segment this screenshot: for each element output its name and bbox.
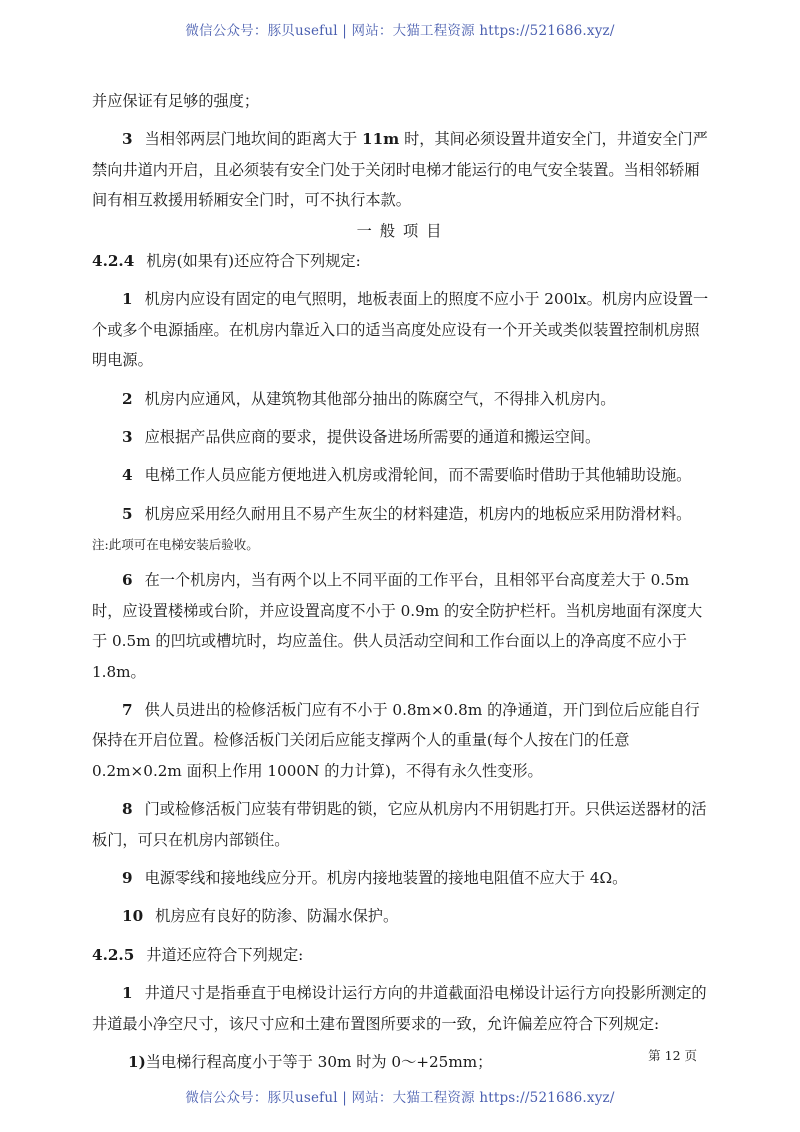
item-text: 供人员进出的检修活板门应有不小于 0.8m×0.8m 的净通道，开门到位后应能自行保持在开启位置。检修活板门关闭后应能支撑两个人的重量(每个人按在门的任意 0.2m×0.2m 面积上作用 1000N 的力计算)，不得有永久性变形。 bbox=[92, 700, 700, 780]
item-text: 应根据产品供应商的要求，提供设备进场所需要的通道和搬运空间。 bbox=[144, 428, 601, 447]
item-number: 6 bbox=[122, 571, 133, 590]
subitem-number: 1) bbox=[128, 1052, 146, 1071]
subitem-text: 当电梯行程高度小于等于 30m 时为 0～+25mm； bbox=[145, 1052, 493, 1071]
note-text: 注:此项可在电梯安装后验收。 bbox=[92, 537, 259, 553]
clause-title: 机房(如果有)还应符合下列规定: bbox=[146, 252, 361, 271]
clause-4-2-4-item-10 bbox=[92, 901, 714, 931]
item-number: 8 bbox=[122, 800, 133, 819]
item-number: 1 bbox=[122, 984, 133, 1003]
item-number: 3 bbox=[122, 130, 133, 149]
item-text: 门或检修活板门应装有带钥匙的锁，它应从机房内不用钥匙打开。只供运送器材的活板门，可只在机房内部锁住。 bbox=[92, 800, 707, 849]
item-number: 4 bbox=[122, 466, 133, 485]
clause-4-2-4-item-9 bbox=[92, 863, 714, 893]
item-text: 在一个机房内，当有两个以上不同平面的工作平台，且相邻平台高度差大于 0.5m 时，应设置楼梯或台阶，并应设置高度不小于 0.9m 的安全防护栏杆。当机房地面有深度大于 0.5m 的凹坑或槽坑时，均应盖住。供人员活动空间和工作台面以上的净高度不应小于 1.8m。 bbox=[92, 571, 703, 681]
footer-watermark: 微信公众号：豚贝useful | 网站：大猫工程资源 https://521686.xyz/ bbox=[185, 1090, 615, 1106]
clause-title: 井道还应符合下列规定: bbox=[146, 945, 304, 964]
header-watermark: 微信公众号：豚贝useful | 网站：大猫工程资源 https://521686.xyz/ bbox=[185, 23, 615, 39]
clause-4-2-4-item-6 bbox=[92, 565, 714, 687]
item-number: 1 bbox=[122, 290, 133, 309]
clause-4-2-4-item-4 bbox=[92, 460, 714, 490]
clause-4-2-4-item-8 bbox=[92, 794, 714, 855]
clause-4-2-5-subitem-1 bbox=[92, 1047, 714, 1077]
item-number: 9 bbox=[122, 868, 133, 887]
clause-4-2-4-item-3 bbox=[92, 422, 714, 452]
item-text: 机房内应设有固定的电气照明，地板表面上的照度不应小于 200lx。机房内应设置一个或多个电源插座。在机房内靠近入口的适当高度处应设有一个开关或类似装置控制机房照明电源。 bbox=[92, 290, 709, 370]
clause-4-2-4-title bbox=[92, 246, 714, 276]
clause-4-2-4-item-2 bbox=[92, 384, 714, 414]
clause-4-2-3-item-3 bbox=[92, 124, 714, 215]
clause-4-2-4-item-5 bbox=[92, 499, 714, 529]
clause-4-2-4-item-7 bbox=[92, 695, 714, 786]
paragraph-continuation: 并应保证有足够的强度； bbox=[92, 92, 260, 110]
clause-number: 4.2.5 bbox=[92, 945, 135, 964]
item-text: 电源零线和接地线应分开。机房内接地装置的接地电阻值不应大于 4Ω。 bbox=[144, 868, 628, 887]
clause-4-2-5-title bbox=[92, 940, 714, 970]
item-number: 10 bbox=[122, 907, 144, 926]
item-number: 5 bbox=[122, 504, 133, 523]
item-text: 机房内应通风，从建筑物其他部分抽出的陈腐空气，不得排入机房内。 bbox=[144, 389, 616, 408]
clause-4-2-5-item-1 bbox=[92, 978, 714, 1039]
document-body bbox=[92, 86, 714, 1077]
emphasis-distance: 11m bbox=[362, 130, 400, 149]
item-text: 当相邻两层门地坎间的距离大于 bbox=[144, 130, 358, 149]
item-text: 机房应有良好的防渗、防漏水保护。 bbox=[155, 907, 399, 926]
item-text: 井道尺寸是指垂直于电梯设计运行方向的井道截面沿电梯设计运行方向投影所测定的井道最小净空尺寸，该尺寸应和土建布置图所要求的一致，允许偏差应符合下列规定: bbox=[92, 984, 707, 1033]
item-text: 电梯工作人员应能方便地进入机房或滑轮间，而不需要临时借助于其他辅助设施。 bbox=[144, 466, 692, 485]
item-number: 3 bbox=[122, 428, 133, 447]
item-text: 时，其间必须设置井道安全门，井道安全门严禁向井道内开启，且必须装有安全门处于关闭时电梯才能运行的电气安全装置。当相邻轿厢间有相互救援用轿厢安全门时，可不执行本款。 bbox=[92, 130, 708, 210]
item-number: 7 bbox=[122, 700, 133, 719]
page-number: 第 12 页 bbox=[648, 1048, 697, 1063]
section-heading: 一般项目 bbox=[356, 221, 450, 240]
clause-number: 4.2.4 bbox=[92, 252, 135, 271]
clause-4-2-4-item-1 bbox=[92, 284, 714, 375]
item-number: 2 bbox=[122, 389, 133, 408]
item-text: 机房应采用经久耐用且不易产生灰尘的材料建造，机房内的地板应采用防滑材料。 bbox=[144, 504, 692, 523]
